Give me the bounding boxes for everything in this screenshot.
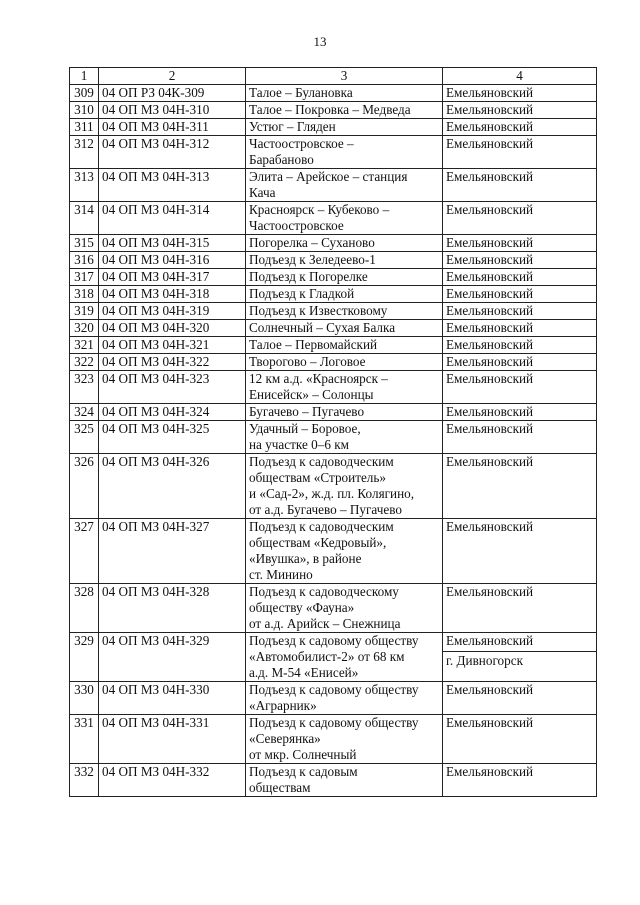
district-name: Емельяновский [446, 85, 534, 100]
district [443, 320, 597, 337]
road-name-line: Солнечный – Сухая Балка [249, 320, 396, 335]
district-name: г. Дивногорск [443, 651, 596, 669]
table-row [70, 421, 597, 454]
district-name: Емельяновский [446, 371, 534, 386]
road-name-line: Подъезд к Известковому [249, 303, 388, 318]
row-number: 331 [70, 715, 99, 764]
district [443, 269, 597, 286]
district [443, 169, 597, 202]
road-name-line: Подъезд к садоводческим [249, 454, 394, 469]
table-row [70, 102, 597, 119]
district-name: Емельяновский [446, 715, 534, 730]
road-code: 04 ОП МЗ 04Н-315 [99, 235, 246, 252]
table-row [70, 303, 597, 320]
road-name-line: Устюг – Гляден [249, 119, 336, 134]
road-name-line: Подъезд к садовому обществу [249, 715, 419, 730]
table-row [70, 454, 597, 519]
road-code: 04 ОП МЗ 04Н-321 [99, 337, 246, 354]
road-name-line: и «Сад-2», ж.д. пл. Колягино, [249, 486, 415, 501]
road-name [246, 404, 443, 421]
district [443, 633, 597, 682]
table-row [70, 320, 597, 337]
road-code: 04 ОП МЗ 04Н-312 [99, 136, 246, 169]
road-name-line: Барабаново [249, 152, 314, 167]
road-name [246, 633, 443, 682]
road-name [246, 235, 443, 252]
road-code: 04 ОП МЗ 04Н-323 [99, 371, 246, 404]
row-number: 324 [70, 404, 99, 421]
road-code: 04 ОП МЗ 04Н-332 [99, 764, 246, 797]
road-code: 04 ОП МЗ 04Н-318 [99, 286, 246, 303]
header-col-1: 1 [70, 68, 99, 85]
road-name-line: на участке 0–6 км [249, 437, 349, 452]
row-number: 322 [70, 354, 99, 371]
road-code: 04 ОП РЗ 04К-309 [99, 85, 246, 102]
district [443, 519, 597, 584]
road-name-line: Талое – Покровка – Медведа [249, 102, 411, 117]
table-row [70, 682, 597, 715]
road-code: 04 ОП МЗ 04Н-327 [99, 519, 246, 584]
road-name-line: Удачный – Боровое, [249, 421, 361, 436]
district-name: Емельяновский [446, 303, 534, 318]
road-code: 04 ОП МЗ 04Н-324 [99, 404, 246, 421]
roads-table [69, 67, 597, 797]
road-name-line: Подъезд к садовому обществу [249, 633, 419, 648]
table-row [70, 519, 597, 584]
road-name-line: Красноярск – Кубеково – [249, 202, 390, 217]
road-name-line: обществам [249, 780, 311, 795]
road-code: 04 ОП МЗ 04Н-319 [99, 303, 246, 320]
row-number: 315 [70, 235, 99, 252]
row-number: 327 [70, 519, 99, 584]
table-row [70, 235, 597, 252]
road-name [246, 682, 443, 715]
table-row [70, 633, 597, 682]
road-name-line: Творогово – Логовое [249, 354, 366, 369]
road-name [246, 421, 443, 454]
row-number: 311 [70, 119, 99, 136]
table-row [70, 202, 597, 235]
district [443, 119, 597, 136]
road-name [246, 269, 443, 286]
table-row [70, 337, 597, 354]
road-name-line: «Автомобилист-2» от 68 км [249, 649, 405, 664]
road-code: 04 ОП МЗ 04Н-316 [99, 252, 246, 269]
district [443, 235, 597, 252]
district [443, 404, 597, 421]
road-name-line: «Северянка» [249, 731, 321, 746]
district [443, 715, 597, 764]
table-row [70, 169, 597, 202]
district [443, 102, 597, 119]
row-number: 328 [70, 584, 99, 633]
district-name: Емельяновский [446, 421, 534, 436]
row-number: 325 [70, 421, 99, 454]
road-name-line: Подъезд к садоводческому [249, 584, 399, 599]
table-row [70, 286, 597, 303]
road-name-line: ст. Минино [249, 567, 313, 582]
road-code: 04 ОП МЗ 04Н-322 [99, 354, 246, 371]
road-code: 04 ОП МЗ 04Н-311 [99, 119, 246, 136]
district-name: Емельяновский [446, 286, 534, 301]
road-name [246, 454, 443, 519]
district [443, 303, 597, 320]
road-code: 04 ОП МЗ 04Н-331 [99, 715, 246, 764]
row-number: 314 [70, 202, 99, 235]
road-name [246, 371, 443, 404]
district-name: Емельяновский [446, 682, 534, 697]
district-name: Емельяновский [446, 764, 534, 779]
road-name-line: от мкр. Солнечный [249, 747, 357, 762]
header-col-3: 3 [246, 68, 443, 85]
road-code: 04 ОП МЗ 04Н-317 [99, 269, 246, 286]
table-row [70, 252, 597, 269]
road-name-line: Подъезд к Погорелке [249, 269, 368, 284]
table-row [70, 354, 597, 371]
header-col-4: 4 [443, 68, 597, 85]
row-number: 309 [70, 85, 99, 102]
row-number: 316 [70, 252, 99, 269]
road-name-line: Подъезд к садовому обществу [249, 682, 419, 697]
table-row [70, 371, 597, 404]
road-name-line: обществу «Фауна» [249, 600, 355, 615]
road-name [246, 764, 443, 797]
road-name [246, 584, 443, 633]
road-name-line: от а.д. Бугачево – Пугачево [249, 502, 402, 517]
district [443, 286, 597, 303]
row-number: 329 [70, 633, 99, 682]
district-name: Емельяновский [446, 119, 534, 134]
district-name: Емельяновский [446, 454, 534, 469]
district [443, 371, 597, 404]
road-name [246, 202, 443, 235]
row-number: 310 [70, 102, 99, 119]
road-name [246, 303, 443, 320]
road-name-line: Частоостровское [249, 218, 344, 233]
district [443, 85, 597, 102]
road-code: 04 ОП МЗ 04Н-320 [99, 320, 246, 337]
road-name-line: Погорелка – Суханово [249, 235, 375, 250]
road-name-line: Подъезд к садоводческим [249, 519, 394, 534]
table-row [70, 119, 597, 136]
table-row [70, 764, 597, 797]
district-name: Емельяновский [446, 337, 534, 352]
road-name-line: от а.д. Арийск – Снежница [249, 616, 401, 631]
road-name-line: 12 км а.д. «Красноярск – [249, 371, 388, 386]
row-number: 330 [70, 682, 99, 715]
road-name-line: Кача [249, 185, 276, 200]
road-name-line: Подъезд к садовым [249, 764, 358, 779]
district-name: Емельяновский [446, 252, 534, 267]
table-row [70, 269, 597, 286]
district [443, 354, 597, 371]
road-name [246, 252, 443, 269]
road-name [246, 519, 443, 584]
row-number: 313 [70, 169, 99, 202]
road-code: 04 ОП МЗ 04Н-314 [99, 202, 246, 235]
road-name [246, 286, 443, 303]
district [443, 421, 597, 454]
road-name [246, 169, 443, 202]
road-name-line: «Аграрник» [249, 698, 317, 713]
road-name-line: обществам «Строитель» [249, 470, 386, 485]
road-name-line: Частоостровское – [249, 136, 354, 151]
road-name [246, 102, 443, 119]
row-number: 332 [70, 764, 99, 797]
row-number: 318 [70, 286, 99, 303]
road-name [246, 119, 443, 136]
road-name-line: Енисейск» – Солонцы [249, 387, 374, 402]
road-code: 04 ОП МЗ 04Н-310 [99, 102, 246, 119]
district [443, 337, 597, 354]
table-body [70, 85, 597, 797]
road-name-line: а.д. М-54 «Енисей» [249, 665, 359, 680]
road-code: 04 ОП МЗ 04Н-328 [99, 584, 246, 633]
district [443, 584, 597, 633]
table-row [70, 85, 597, 102]
road-name-line: Элита – Арейское – станция [249, 169, 408, 184]
district [443, 764, 597, 797]
district [443, 252, 597, 269]
district-name: Емельяновский [446, 202, 534, 217]
district-name: Емельяновский [446, 169, 534, 184]
road-name [246, 320, 443, 337]
road-code: 04 ОП МЗ 04Н-326 [99, 454, 246, 519]
district-name: Емельяновский [446, 235, 534, 250]
road-name-line: Талое – Булановка [249, 85, 353, 100]
district-name: Емельяновский [446, 320, 534, 335]
row-number: 319 [70, 303, 99, 320]
district-name: Емельяновский [446, 519, 534, 534]
header-col-2: 2 [99, 68, 246, 85]
road-name-line: Бугачево – Пугачево [249, 404, 365, 419]
row-number: 320 [70, 320, 99, 337]
road-name [246, 354, 443, 371]
district-name: Емельяновский [446, 102, 534, 117]
road-code: 04 ОП МЗ 04Н-313 [99, 169, 246, 202]
row-number: 326 [70, 454, 99, 519]
row-number: 321 [70, 337, 99, 354]
district [443, 202, 597, 235]
district-name: Емельяновский [446, 584, 534, 599]
district-name: Емельяновский [446, 136, 534, 151]
road-code: 04 ОП МЗ 04Н-330 [99, 682, 246, 715]
road-name-line: Подъезд к Гладкой [249, 286, 355, 301]
row-number: 317 [70, 269, 99, 286]
road-name-line: «Ивушка», в районе [249, 551, 362, 566]
district [443, 136, 597, 169]
row-number: 323 [70, 371, 99, 404]
road-name-line: Подъезд к Зеледеево-1 [249, 252, 376, 267]
road-name [246, 715, 443, 764]
table-row [70, 136, 597, 169]
road-code: 04 ОП МЗ 04Н-329 [99, 633, 246, 682]
page-number: 13 [313, 34, 327, 49]
district [443, 682, 597, 715]
road-name [246, 136, 443, 169]
district-name: Емельяновский [446, 404, 534, 419]
table-row [70, 584, 597, 633]
road-name-line: обществам «Кедровый», [249, 535, 387, 550]
table-row [70, 715, 597, 764]
table-header-row [70, 68, 597, 85]
table-row [70, 404, 597, 421]
row-number: 312 [70, 136, 99, 169]
road-name [246, 85, 443, 102]
district [443, 454, 597, 519]
district-name: Емельяновский [446, 269, 534, 284]
road-name [246, 337, 443, 354]
road-name-line: Талое – Первомайский [249, 337, 378, 352]
district-name: Емельяновский [446, 633, 534, 648]
district-name: Емельяновский [446, 354, 534, 369]
road-code: 04 ОП МЗ 04Н-325 [99, 421, 246, 454]
